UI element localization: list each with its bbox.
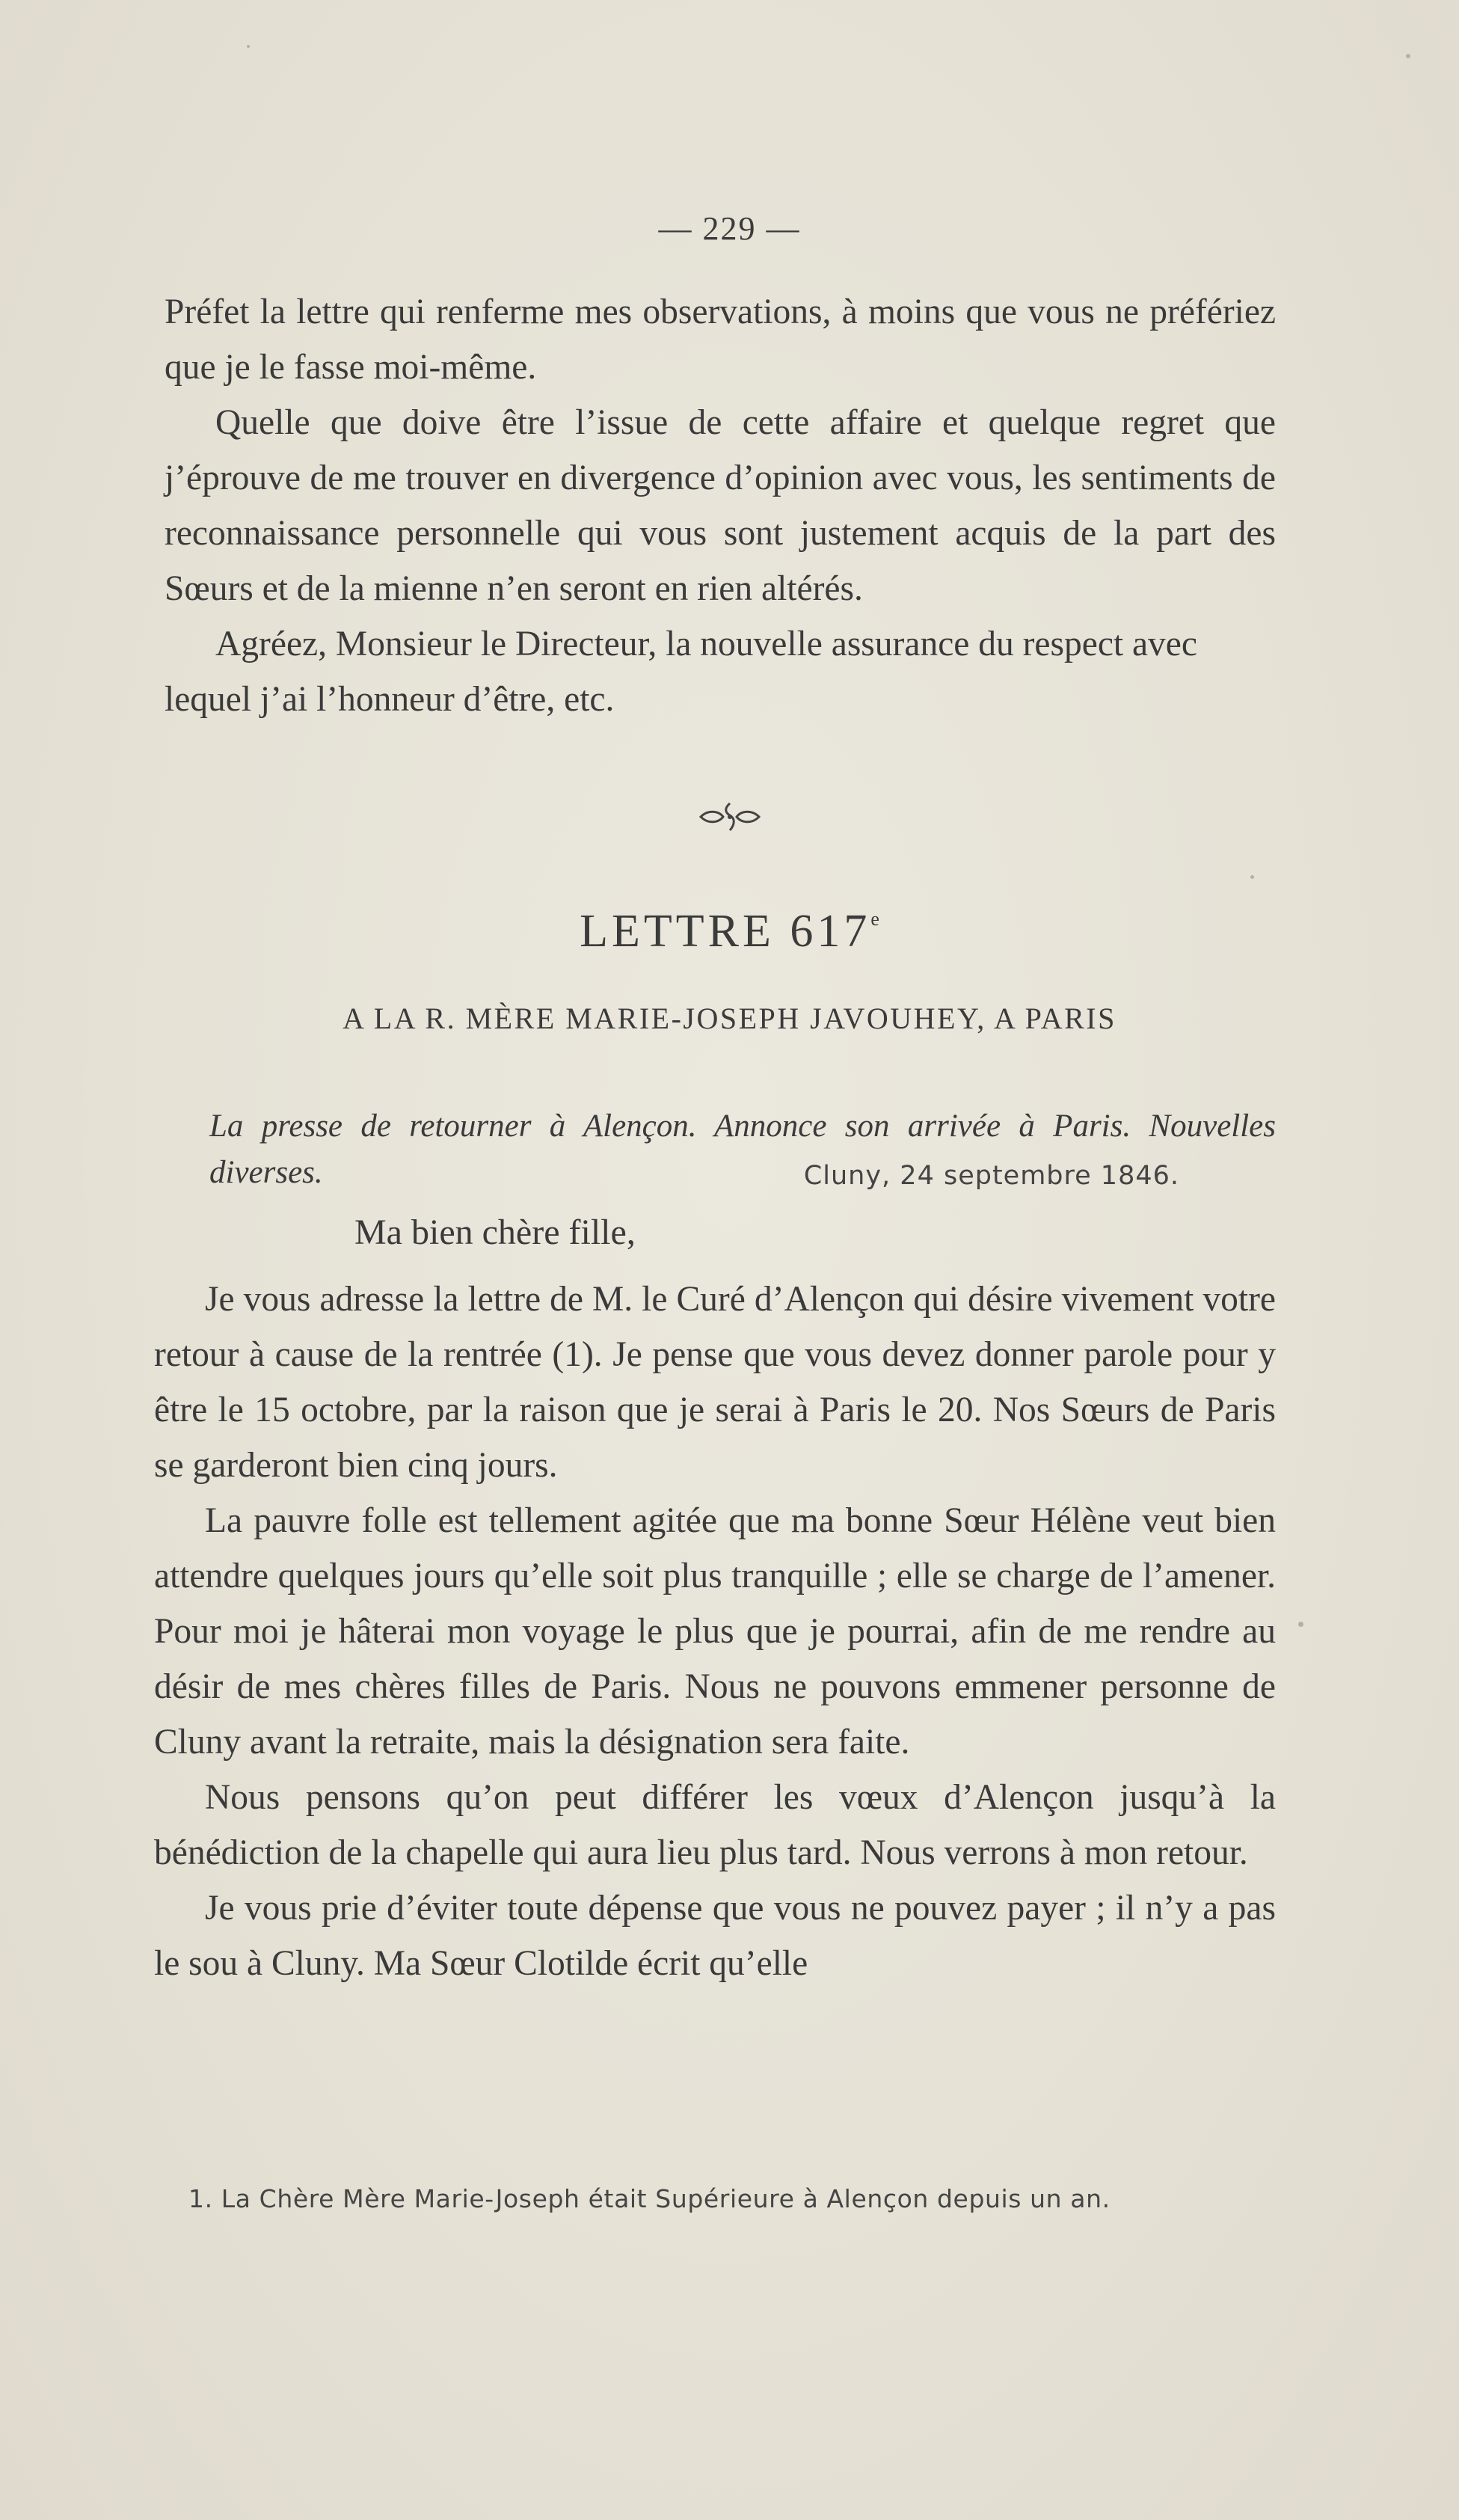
letter-dateline: Cluny, 24 septembre 1846. (803, 1161, 1179, 1191)
letter-title-text: LETTRE 617 (580, 906, 871, 957)
paragraph-text: Je vous prie d’éviter toute dépense que vous ne pouvez payer ; il n’y a pas le sou à Cluny. Ma Sœur Clotilde écrit qu’elle (154, 1889, 1276, 1983)
paragraph-text: Agréez, Monsieur le Directeur, la nouvelle assurance du respect avec lequel j’ai l’honneur d’être, etc. (165, 625, 1197, 719)
letter-summary (209, 1071, 1276, 1228)
paper-speck (1250, 875, 1254, 879)
paragraph (165, 395, 1276, 616)
paragraph-text: Quelle que doive être l’issue de cette affaire et quelque regret que j’éprouve de me trouver en divergence d’opinion avec vous, les sentiments de reconnaissance personnelle qui vous sont justement acquis de la part des Sœurs et de la mienne n’en seront en rien altérés. (165, 403, 1276, 608)
fleuron-ornament-icon (0, 800, 1459, 837)
paragraph (154, 1493, 1276, 1770)
paper-speck (247, 45, 250, 48)
paragraph (154, 1272, 1276, 1493)
footnote: 1. La Chère Mère Marie-Joseph était Supérieure à Alençon depuis un an. (188, 2184, 1111, 2213)
opening-text (165, 284, 1276, 727)
letter-addressee: A LA R. MÈRE MARIE-JOSEPH JAVOUHEY, A PARIS (343, 1002, 1116, 1035)
letter-title (0, 905, 1459, 958)
summary-text: La presse de retourner à Alençon. Annonce son arrivée à Paris. Nouvelles diverses. (209, 1109, 1276, 1190)
letter-title-suffix: e (870, 908, 879, 930)
paper-speck (1406, 54, 1410, 58)
paragraph-text: Nous pensons qu’on peut différer les vœux d’Alençon jusqu’à la bénédiction de la chapelle qui aura lieu plus tard. Nous verrons à mon retour. (154, 1778, 1276, 1872)
paragraph-text: Préfet la lettre qui renferme mes observations, à moins que vous ne préfériez que je le fasse moi-même. (165, 292, 1276, 387)
paper-speck (1298, 1622, 1303, 1627)
letter-body (154, 1272, 1276, 1991)
paragraph (165, 616, 1276, 727)
letter-salutation: Ma bien chère fille, (354, 1213, 636, 1252)
paragraph-text: Je vous adresse la lettre de M. le Curé d’Alençon qui désire vivement votre retour à cause de la rentrée (1). Je pense que vous devez donner parole pour y être le 15 octobre, par la raison que je serai à Paris le 20. Nos Sœurs de Paris se garderont bien cinq jours. (154, 1280, 1276, 1485)
paragraph (165, 284, 1276, 395)
paragraph (154, 1770, 1276, 1880)
paragraph-text: La pauvre folle est tellement agitée que ma bonne Sœur Hélène veut bien attendre quelques jours qu’elle soit plus tranquille ; elle se charge de l’amener. Pour moi je hâterai mon voyage le plus que je pourrai, afin de me rendre au désir de mes chères filles de Paris. Nous ne pouvons emmener personne de Cluny avant la retraite, mais la désignation sera faite. (154, 1501, 1276, 1762)
paragraph (154, 1880, 1276, 1991)
page-number: — 229 — (658, 210, 801, 247)
